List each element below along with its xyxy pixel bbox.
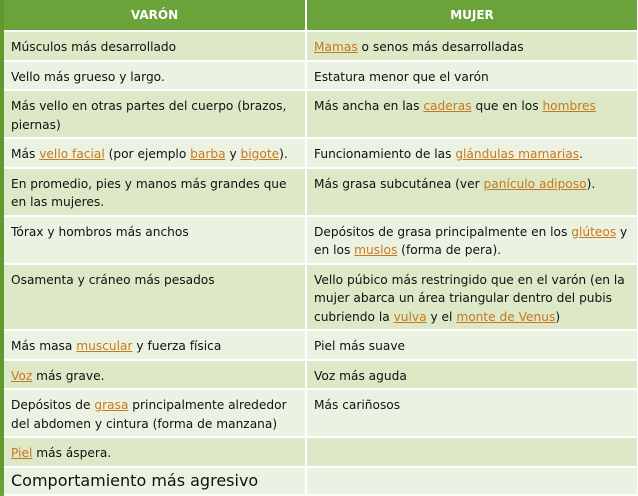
link-bigote[interactable]: bigote <box>240 147 280 161</box>
link-panículo-adiposo[interactable]: panículo adiposo <box>483 176 587 191</box>
cell-varon <box>4 216 306 264</box>
cell-text: Tórax y hombros más anchos <box>11 224 189 239</box>
cell-mujer <box>306 437 638 467</box>
cell-text: más grave. <box>32 368 105 383</box>
header-mujer: MUJER <box>306 0 638 31</box>
cell-mujer <box>306 264 638 331</box>
cell-text: Más <box>11 147 40 161</box>
cell-text: En promedio, pies y manos más grandes que en las mujeres. <box>11 176 287 209</box>
cell-text: Voz más aguda <box>314 368 407 383</box>
cell-text: Depósitos de <box>11 398 95 412</box>
link-barba[interactable]: barba <box>190 147 226 161</box>
cell-text: Estatura menor que el varón <box>314 69 489 84</box>
table-row <box>4 90 638 138</box>
cell-text: (forma de pera). <box>397 243 502 257</box>
cell-mujer <box>306 61 638 91</box>
link-caderas[interactable]: caderas <box>423 99 472 113</box>
link-grasa[interactable]: grasa <box>94 398 129 412</box>
cell-text: Piel más suave <box>314 339 406 353</box>
cell-text: Vello púbico más restringido que en el varón (en la mujer abarca un área triangular dentro del pubis cubriendo la <box>314 272 625 324</box>
table-row <box>4 437 638 467</box>
cell-text: ). <box>279 147 288 161</box>
cell-mujer <box>306 138 638 168</box>
cell-text: . <box>579 147 583 161</box>
table-row <box>4 360 638 390</box>
cell-text: Más cariñosos <box>314 398 401 412</box>
cell-text: Más grasa subcutánea (ver <box>314 176 484 191</box>
link-voz[interactable]: Voz <box>11 368 33 383</box>
cell-text: o senos más desarrolladas <box>357 40 524 54</box>
cell-varon <box>4 467 306 496</box>
cell-mujer <box>306 360 638 390</box>
cell-varon <box>4 330 306 360</box>
link-muscular[interactable]: muscular <box>76 339 133 353</box>
cell-text: Más masa <box>11 339 77 353</box>
cell-text: Vello más grueso y largo. <box>11 69 165 84</box>
cell-mujer <box>306 168 638 216</box>
cell-text: ) <box>555 309 561 324</box>
cell-text: y en los <box>314 224 628 257</box>
link-vello-facial[interactable]: vello facial <box>39 147 105 161</box>
header-row <box>4 0 638 31</box>
cell-varon <box>4 31 306 61</box>
cell-text: Funcionamiento de las <box>314 147 456 161</box>
cell-text: Depósitos de grasa principalmente en los <box>314 224 572 239</box>
cell-varon <box>4 61 306 91</box>
cell-varon <box>4 90 306 138</box>
table-row <box>4 467 638 496</box>
cell-text: Comportamiento más agresivo <box>11 470 259 490</box>
cell-mujer <box>306 90 638 138</box>
cell-text: Más vello en otras partes del cuerpo (brazos, piernas) <box>11 99 287 132</box>
link-monte-de-venus[interactable]: monte de Venus <box>456 309 556 324</box>
cell-varon <box>4 264 306 331</box>
comparison-table <box>4 0 638 496</box>
cell-mujer <box>306 216 638 264</box>
table-row <box>4 264 638 331</box>
link-glándulas-mamarias[interactable]: glándulas mamarias <box>455 147 580 161</box>
cell-mujer <box>306 31 638 61</box>
cell-mujer <box>306 330 638 360</box>
link-muslos[interactable]: muslos <box>354 243 398 257</box>
table-row <box>4 61 638 91</box>
table-row <box>4 330 638 360</box>
link-mamas[interactable]: Mamas <box>314 40 358 54</box>
table-row <box>4 138 638 168</box>
header-varon: VARÓN <box>4 0 306 31</box>
table-row <box>4 31 638 61</box>
cell-text: (por ejemplo <box>104 147 191 161</box>
table-row <box>4 168 638 216</box>
cell-varon <box>4 437 306 467</box>
table-row <box>4 389 638 437</box>
cell-text: Osamenta y cráneo más pesados <box>11 272 215 287</box>
link-glúteos[interactable]: glúteos <box>571 224 617 239</box>
cell-text: y el <box>426 309 457 324</box>
cell-text: Más ancha en las <box>314 99 424 113</box>
cell-text: más áspera. <box>32 446 112 460</box>
cell-varon <box>4 360 306 390</box>
link-piel[interactable]: Piel <box>11 446 33 460</box>
cell-text: que en los <box>471 99 543 113</box>
table-body <box>4 31 638 495</box>
cell-varon <box>4 389 306 437</box>
cell-text: ). <box>586 176 596 191</box>
link-vulva[interactable]: vulva <box>393 309 427 324</box>
cell-text: Músculos más desarrollado <box>11 40 177 54</box>
cell-varon <box>4 168 306 216</box>
cell-text: y <box>225 147 241 161</box>
table-row <box>4 216 638 264</box>
cell-text: principalmente alrededor del abdomen y cintura (forma de manzana) <box>11 398 287 431</box>
cell-text: y fuerza física <box>132 339 222 353</box>
link-hombres[interactable]: hombres <box>542 99 596 113</box>
cell-varon <box>4 138 306 168</box>
cell-mujer <box>306 467 638 496</box>
cell-mujer <box>306 389 638 437</box>
